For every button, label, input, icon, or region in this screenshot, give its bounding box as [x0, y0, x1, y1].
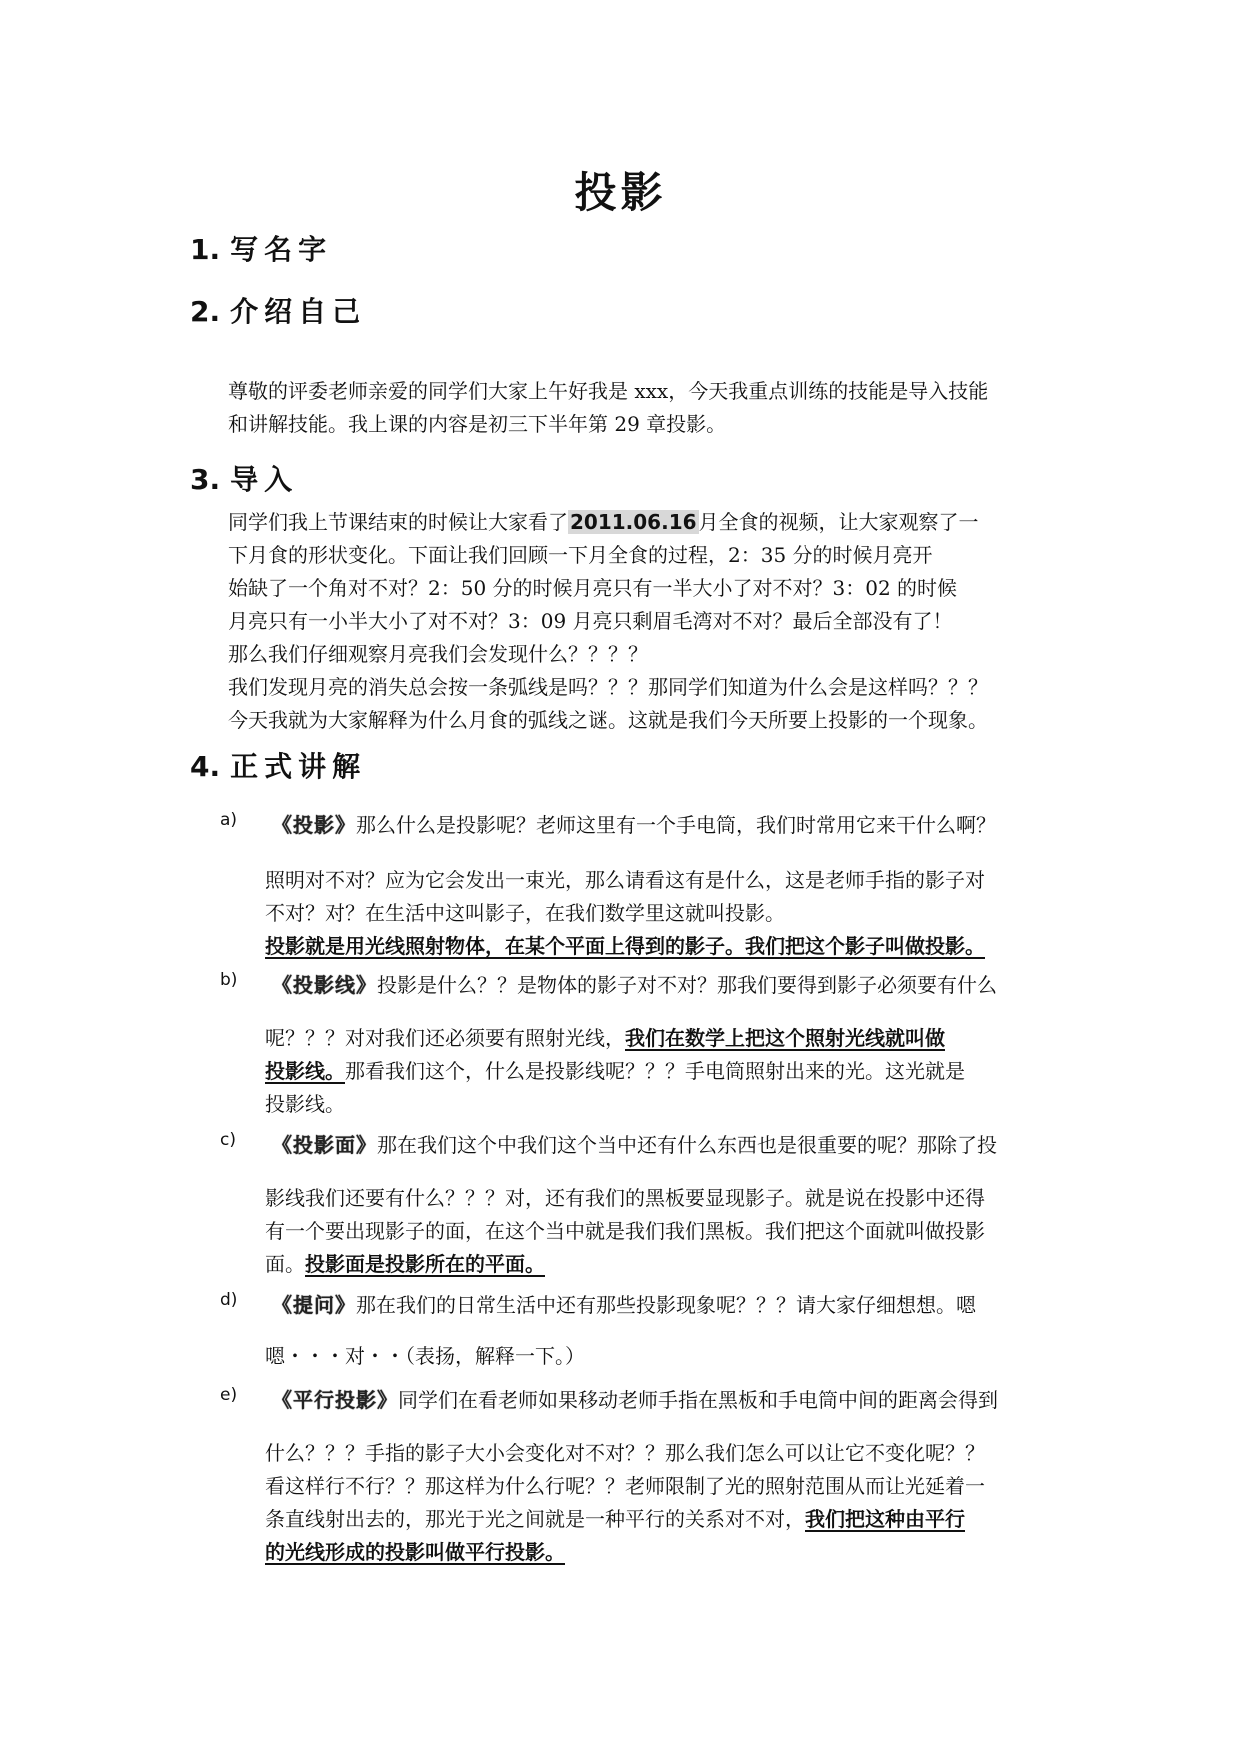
definition-text: 投影面是投影所在的平面。 [305, 1252, 545, 1276]
topic-tag: 《投影》 [272, 813, 356, 837]
definition-text: 投影就是用光线照射物体，在某个平面上得到的影子。我们把这个影子叫做投影。 [265, 934, 985, 958]
date-highlight: 2011.06.16 [570, 510, 697, 534]
topic-tag: 《投影面》 [272, 1133, 377, 1157]
section-heading-4: 4. 正式讲解 [190, 750, 367, 783]
definition-text: 的光线形成的投影叫做平行投影。 [265, 1540, 565, 1564]
page-title: 投影 [574, 168, 667, 217]
section-heading-1: 1. 写名字 [190, 233, 333, 266]
topic-tag: 《提问》 [272, 1293, 356, 1317]
section-heading-2: 2. 介绍自己 [190, 295, 367, 328]
section-heading-3: 3. 导入 [190, 463, 299, 496]
intro-paragraph: 尊敬的评委老师亲爱的同学们大家上午好我是 xxx，今天我重点训练的技能是导入技能 和讲解技能。我上课的内容是初三下半年第 29 章投影。 [228, 379, 989, 436]
document-page: 投影 1. 写名字 2. 介绍自己 尊敬的评委老师亲爱的同学们大家上午好我是 xxx，今天我重点训练的技能是导入技能 和讲解技能。我上课的内容是初三下半年第 29 章投影。 3. 导入 同学们我上节课结束的时候让大家看了 2011.06.16 月全食的视频，让大家观察了一 下月食的形状变化。下面让我们回顾一下月全食的过程，2：35 分的时候月亮开 始缺了一个角对不对？2：50 分的时候月亮只有一半大小了对不对？3：02 的时候 月亮只有一小半大小了对不对？3：09 月亮只剩眉毛湾对不对？最后全部没有了！ 那么我们仔细观察月亮我们会发现什么？？？？ 我们发现月亮的消失总会按一条弧线是吗？？？那同学们知道为什么会是这样吗？？？ 今天我就为大家解释为什么月食的弧线之谜。这就是我们今天所要上投影的一个现象。 4. 正式讲解 a) 《投影》那么什么是投影呢？老师这里有一个手电筒，我们时常用它来干什么啊？ 照明对不对？应为它会发出一束光，那么请看这有是什么，这是老师手指的影子对 不对？对？在生活中这叫影子，在我们数学里这就叫投影。 投影就是用光线照射物体，在某个平面上得到的影子。我们把这个影子叫做投影。 b) 《投影线》投影是什么？？是物体的影子对不对？那我们要得到影子必须要有什么 呢？？？对对我们还必须要有照射光线，我们在数学上把这个照射光线就叫做 投影线。那看我们这个，什么是投影线呢？？？手电筒照射出来的光。这光就是 投影线。 c) 《投影面》那在我们这个中我们这个当中还有什么东西也是很重要的呢？那除了投 影线我们还要有什么？？？对，还有我们的黑板要显现影子。就是说在投影中还得 有一个要出现影子的面，在这个当中就是我们我们黑板。我们把这个面就叫做投影 面。投影面是投影所在的平面。 d) 《提问》那在我们的日常生活中还有那些投影现象呢？？？请大家仔细想想。嗯 嗯・・・对・・（表扬，解释一下。） e) 《平行投影》同学们在看老师如果移动老师手指在黑板和手电筒中间的距离会得到 什么？？？手指的影子大小会变化对不对？？那么我们怎么可以让它不变化呢？？ 看这样行不行？？那这样为什么行呢？？老师限制了光的照射范围从而让光延着一 条直线射出去的，那光于光之间就是一种平行的关系对不对，我们把这种由平行 的光线形成的投影叫做平行投影。 [0, 0, 1241, 1754]
definition-text: 投影线。 [265, 1059, 345, 1083]
definition-text: 我们把这种由平行 [805, 1507, 965, 1531]
definition-text: 我们在数学上把这个照射光线就叫做 [625, 1026, 945, 1050]
topic-tag: 《投影线》 [272, 973, 377, 997]
lead-in-paragraph: 同学们我上节课结束的时候让大家看了 2011.06.16 月全食的视频，让大家观察了一 下月食的形状变化。下面让我们回顾一下月全食的过程，2：35 分的时候月亮开 始缺了一个角对不对？2：50 分的时候月亮只有一半大小了对不对？3：02 的时候 月亮只有一小半大小了对不对？3：09 月亮只剩眉毛湾对不对？最后全部没有了！ 那么我们仔细观察月亮我们会发现什么？？？？ 我们发现月亮的消失总会按一条弧线是吗？？？那同学们知道为什么会是这样吗？？？ 今天我就为大家解释为什么月食的弧线之谜。这就是我们今天所要上投影的一个现象。 [228, 510, 988, 732]
topic-tag: 《平行投影》 [272, 1388, 398, 1412]
